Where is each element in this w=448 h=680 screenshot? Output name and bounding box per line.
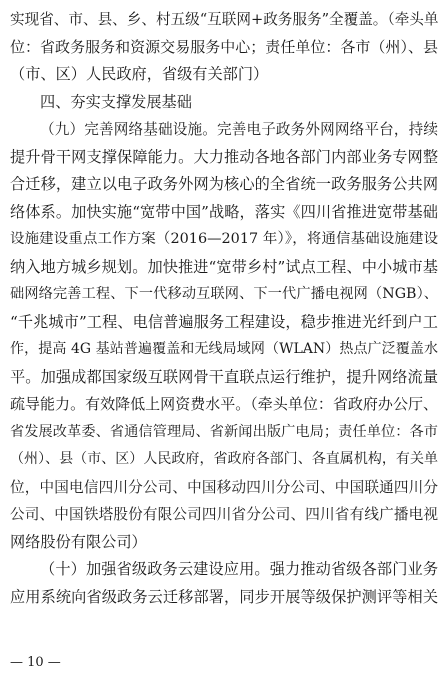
text-line: “千兆城市”工程、电信普遍服务工程建设，稳步推进光纤到户工 (10, 312, 438, 331)
text-line: 合迁移，建立以电子政务外网为核心的全省统一政务服务公共网 (10, 175, 438, 193)
text-line: 省发展改革委、省通信管理局、省新闻出版广电局；责任单位：各市 (10, 423, 438, 440)
text-line: 提升骨干网支撑保障能力。大力推动各地各部门内部业务专网整 (10, 147, 438, 166)
text-line: 纳入地方城乡规划。加快推进“宽带乡村”试点工程、中小城市基 (10, 257, 438, 276)
section-heading: 四、夯实支撑发展基础 (40, 92, 192, 111)
text-line: 网络股份有限公司） (10, 532, 147, 551)
document-body (10, 6, 438, 611)
text-line: 平。加强成都国家级互联网骨干直联点运行维护，提升网络流量 (10, 367, 438, 386)
text-line: 实现省、市、县、乡、村五级“互联网+政务服务”全覆盖。（牵头单 (10, 11, 438, 28)
text-line: 疏导能力。有效降低上网资费水平。（牵头单位：省政府办公厅、 (10, 395, 438, 413)
text-line: 公司、中国铁塔股份有限公司四川省分公司、四川省有线广播电视 (10, 506, 438, 523)
text-line: （市、区）人民政府，省级有关部门） (10, 65, 269, 83)
text-line: 应用系统向省级政务云迁移部署，同步开展等级保护测评等相关 (10, 587, 438, 606)
text-line: 位：省政务服务和资源交易服务中心；责任单位：各市（州）、县 (10, 37, 438, 56)
page-number: — 10 — (10, 655, 61, 670)
text-line: 位，中国电信四川分公司、中国移动四川分公司、中国联通四川分 (10, 478, 438, 496)
text-line: 络体系。加快实施“宽带中国”战略，落实《四川省推进宽带基础 (10, 202, 438, 221)
text-line: （九）完善网络基础设施。完善电子政务外网网络平台，持续 (40, 121, 438, 138)
text-line: 设施建设重点工作方案（2016—2017 年）》，将通信基础设施建设 (10, 231, 438, 247)
text-line: （州）、县（市、区）人民政府，省政府各部门、各直属机构，有关单 (10, 451, 438, 467)
text-line: （十）加强省级政务云建设应用。强力推动省级各部门业务 (40, 560, 438, 578)
text-line: 础网络完善工程、下一代移动互联网、下一代广播电视网（NGB）、 (10, 286, 438, 302)
text-line: 作，提高 4G 基站普遍覆盖和无线局域网（WLAN）热点广泛覆盖水 (10, 341, 438, 357)
